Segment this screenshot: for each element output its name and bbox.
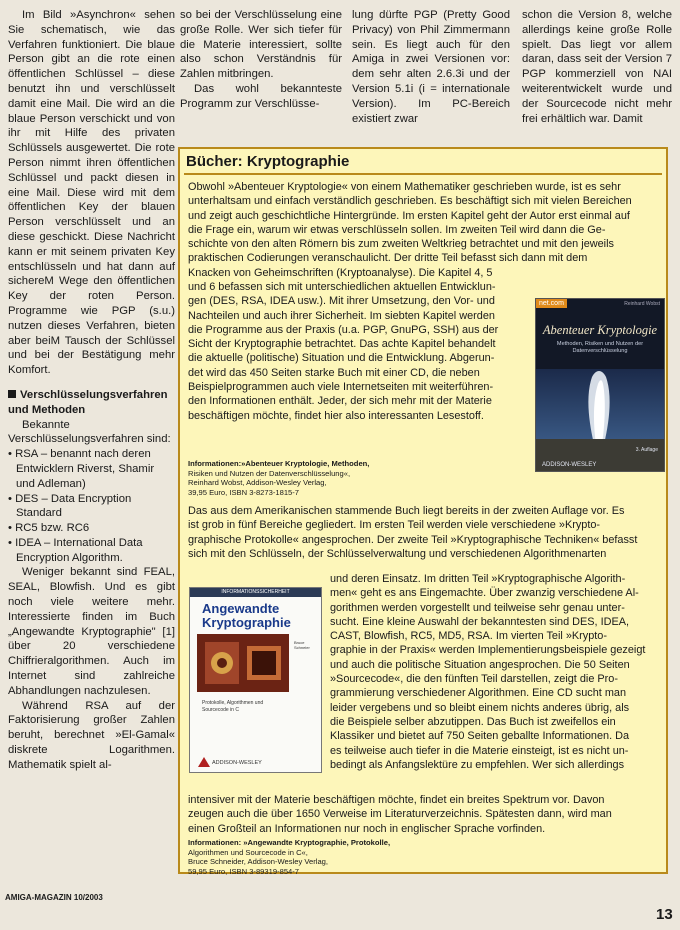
text-line: Obwohl »Abenteuer Kryptologie« von einem Mathematiker geschrieben wurde, ist es sehr: [188, 181, 621, 193]
book-cover-angewandte-kryptographie: [189, 587, 322, 773]
text-line: intensiver mit der Materie beschäftigen möchte, findet ein breites Spektrum vor. Davon: [188, 794, 605, 806]
text-line: zeugen auch die über 1650 Verweise im Literaturverzeichnis. Spätesten dann, wird man: [188, 808, 612, 821]
info-line: Bruce Schneider, Addison-Wesley Verlag,: [188, 857, 329, 867]
text-line: sucht. Eine kleine Auswahl der bekanntesten sind DES, IDEA,: [330, 615, 630, 628]
info-line: 59,95 Euro, ISBN 3-89319-854-7: [188, 866, 300, 876]
cover-edition: 3. Auflage: [635, 447, 658, 453]
book1-review-top: [188, 180, 632, 280]
text-line: Nachteilen und auch ihrer Sicherheit. Im siebten Kapitel werden: [188, 309, 495, 322]
text-line: gorithmen werden vorgestellt und teilweise sehr genau unter-: [330, 601, 625, 614]
info-line: Risiken und Nutzen der Datenverschlüsselung«,: [188, 468, 351, 478]
text-line: det wird das 450 Seiten starke Buch mit einer CD, die neben: [188, 366, 480, 379]
square-bullet-icon: [8, 390, 16, 398]
column-1: [8, 8, 175, 773]
text-line: praktischen Codierungen veranschaulicht. Der dritte Teil befasst sich dann mit dem: [188, 252, 588, 265]
text-line: »Sourcecode«, die den fünften Teil darstellen, zeigt die Pro-: [330, 673, 618, 686]
text-line: Klassiker und bietet auf 750 Seiten geballte Informationen. Da: [330, 730, 630, 743]
text-line: grammierung verschiedener Algorithmen. Eine CD sucht man: [330, 687, 626, 700]
paragraph: lung dürfte PGP (Pretty Good Privacy) von Phil Zimmermann sein. Es liegt auch für den Amiga in zwei Versionen vor: dem sehr alten 2.6.3i und der Version 5.1i (i = internationale Version). Im PC-Bereich existiert zwar: [352, 9, 510, 125]
text-line: und deren Einsatz. Im dritten Teil »Kryptographische Algorith-: [330, 573, 626, 585]
book2-review-top: [188, 504, 637, 561]
section-heading: Verschlüsselungsverfahren und Methoden: [8, 388, 168, 416]
book1-info: [188, 459, 369, 497]
text-line: leider vergebens und so bleibt einem nichts anderes übrig, als: [330, 701, 630, 714]
list-item: • DES – Data Encryption Standard: [8, 492, 132, 520]
publisher-brand: net.com: [536, 299, 567, 308]
text-line: die Programme aus der Praxis (u.a. PGP, GnuPG, SSH) aus der: [188, 323, 499, 336]
column-4: [522, 8, 672, 126]
paragraph: Weniger bekannt sind FEAL, SEAL, Blowfish. Und es gibt noch viele weitere mehr. Interessierte finden im Buch „Angewandte Kryptographie" [1] über 20 verschiedene Chiffrieralgorithmen. Auch im Internet sind zahlreiche Abhandlungen nachzulesen.: [8, 566, 175, 697]
info-line: Informationen: »Angewandte Kryptographie, Protokolle,: [188, 838, 391, 847]
paragraph: Im Bild »Asynchron« sehen Sie schematisch, wie das Verfahren funktioniert. Die blaue Person gibt an die rote einen öffentlichen Schlüssel – diese benutzt ihn und verschlüsselt damit eine Mail. Die wird an die blaue Person verschickt und von ihr mit Hilfe des privaten Schlüssels ausgewertet. Die rote Person nimmt ihren öffentlichen Schlüssel und packt diesen in eine Mail. Diese wird mit dem öffentlichen Key der blauen Person verschlüsselt und an diese geschickt. Diese Nachricht kann er mit seinem privaten Key entschlüsseln und hat dann auf sichereM Wege den öffentlichen Key der roten Person. Programme wie PGP (s.u.) nutzen dieses Verfahren, bieten aber beiM Tausch der Schlüssel und bei der Bestätigung mehr Komfort.: [8, 9, 175, 377]
book2-review-middle: [330, 572, 645, 772]
text-line: die aktuelle (politische) Situation und die Entwicklung. Abgerun-: [188, 352, 495, 365]
text-line: ist grob in fünf Bereiche gegliedert. Im ersten Teil werden viele verschiedene »Krypto-: [188, 519, 601, 532]
cover-author: Bruce Schneier: [294, 640, 310, 650]
text-line: und auch die politische Situation angesprochen. Die 50 Seiten: [330, 658, 630, 671]
cover-title: Abenteuer Kryptologie: [542, 323, 658, 337]
divider: [184, 173, 662, 175]
text-line: den Informationen enthält. Jeder, der sich mehr mit der Materie: [188, 395, 492, 408]
page-number: 13: [656, 906, 673, 923]
box-title: Bücher: Kryptographie: [186, 153, 350, 170]
vault-illustration: [197, 634, 289, 692]
text-line: und zeigt auch geschichtliche Hintergründe. Im ersten Kapitel geht der Autor erst einmal auf: [188, 209, 630, 222]
text-line: Beispielprogrammen auch viele Internetseiten mit weiterführen-: [188, 381, 494, 394]
info-line: 39,95 Euro, ISBN 3-8273-1815-7: [188, 487, 300, 497]
cover-subtitle: Methoden, Risiken und Nutzen der Datenverschlüsselung: [556, 341, 644, 354]
text-line: Das aus dem Amerikanischen stammende Buch liegt bereits in der zweiten Auflage vor. Es: [188, 505, 625, 517]
book2-review-bottom: [188, 793, 612, 836]
text-line: graphische Protokolle« angesprochen. Der zweite Teil »Kryptographische Techniken« befasst: [188, 533, 638, 546]
text-line: die Frage ein, warum wir etwas verschlüsseln sollen. Im zweiten Teil wird dann die Ge-: [188, 223, 606, 236]
text-line: einen Großteil an Informationen nur noch in englischer Sprache vorfinden.: [188, 822, 546, 835]
column-3: [352, 8, 510, 126]
paragraph: schon die Version 8, welche allerdings keine große Rolle spielt. Das liegt vor allem daran, dass seit der Version 7 PGP kommerziell von NAI weiterentwickelt wurde und der Sourcecode nicht mehr frei erhältlich war. Damit: [522, 9, 672, 125]
cover-author: Reinhard Wobst: [624, 301, 660, 307]
text-line: beschäftigen möchte, findet hier also interessanten Lesestoff.: [188, 409, 484, 422]
cover-image: [197, 634, 289, 692]
text-line: und 6 befassen sich mit unterschiedlichen aktuellen Entwicklun-: [188, 281, 496, 293]
text-line: CAST, Blowfish, RC5, MD5, RSA. Im vierten Teil »Krypto-: [330, 630, 607, 643]
cover-publisher: ADDISON-WESLEY: [212, 760, 262, 766]
text-line: Sicht der Kryptographie betrachtet. Das achte Kapitel behandelt: [188, 338, 496, 351]
column-2: [180, 8, 342, 112]
book2-info: [188, 838, 390, 876]
text-line: schichte von den alten Römern bis zum zweiten Weltkrieg betrachtet und mit den jeweils: [188, 238, 614, 251]
text-line: die Beispiele selber abzutippen. Das Buch ist zweifellos ein: [330, 715, 616, 728]
text-line: men« geht es ans Eingemachte. Über zwanzig verschiedene Al-: [330, 587, 639, 600]
book-cover-abenteuer-kryptologie: [535, 298, 665, 472]
text-line: graphie in der Praxis« werden Implementierungsbeispiele gezeigt: [330, 644, 646, 657]
paragraph: Bekannte Verschlüsselungsverfahren sind:: [8, 418, 171, 446]
paragraph: Das wohl bekannteste Programm zur Verschlüsse-: [180, 82, 342, 110]
list-item: • RSA – benannt nach deren Entwicklern Riverst, Shamir und Adleman): [8, 448, 155, 490]
magazine-footer: AMIGA-MAGAZIN 10/2003: [5, 893, 103, 902]
cover-title: Angewandte Kryptographie: [202, 601, 291, 630]
text-line: unterhaltsam und einfach verständlich geschrieben. Es beschäftigt sich mit vielen Bereichen: [188, 195, 632, 208]
cover-series: INFORMATIONSSICHERHEIT: [190, 588, 321, 597]
text-line: es teilweise auch tiefer in die Materie einsteigt, ist es nicht un-: [330, 744, 629, 757]
text-line: bedingt als Anfangslektüre zu empfehlen. Wer sich allerdings: [330, 758, 625, 771]
text-line: gen (DES, RSA, IDEA usw.). Mit ihrer Umsetzung, den Vor- und: [188, 295, 495, 308]
cover-publisher: ADDISON-WESLEY: [542, 462, 597, 468]
info-line: Informationen:»Abenteuer Kryptologie, Methoden,: [188, 459, 370, 468]
text-line: Knacken von Geheimschriften (Kryptoanalyse). Die Kapitel 4, 5: [188, 266, 493, 279]
paragraph: Während RSA auf der Faktorisierung großer Zahlen beruht, berechnet »El-Gamal« diskrete Logarithmen. Mathematik spielt al-: [8, 699, 175, 771]
list-item: • RC5 bzw. RC6: [8, 522, 90, 535]
text-line: sich mit den Schlüsseln, der Schlüsselverwaltung und verschiedenen Algorithmenarten: [188, 547, 607, 560]
book1-review-bottom: [188, 280, 498, 423]
cover-description: Protokolle, Algorithmen und Sourcecode in C: [202, 700, 264, 713]
info-line: Reinhard Wobst, Addison-Wesley Verlag,: [188, 478, 327, 488]
list-item: • IDEA – International Data Encryption Algorithm.: [8, 536, 143, 564]
info-line: Algorithmen und Sourcecode in C«,: [188, 847, 308, 857]
algorithm-list: [8, 447, 175, 565]
paragraph: so bei der Verschlüsselung eine große Rolle. Wer sich tiefer für die Materie interessiert, sollte also schon Verständnis für Zahlen mitbringen.: [180, 9, 342, 81]
publisher-logo-icon: [198, 757, 210, 767]
geyser-illustration: [536, 299, 664, 471]
